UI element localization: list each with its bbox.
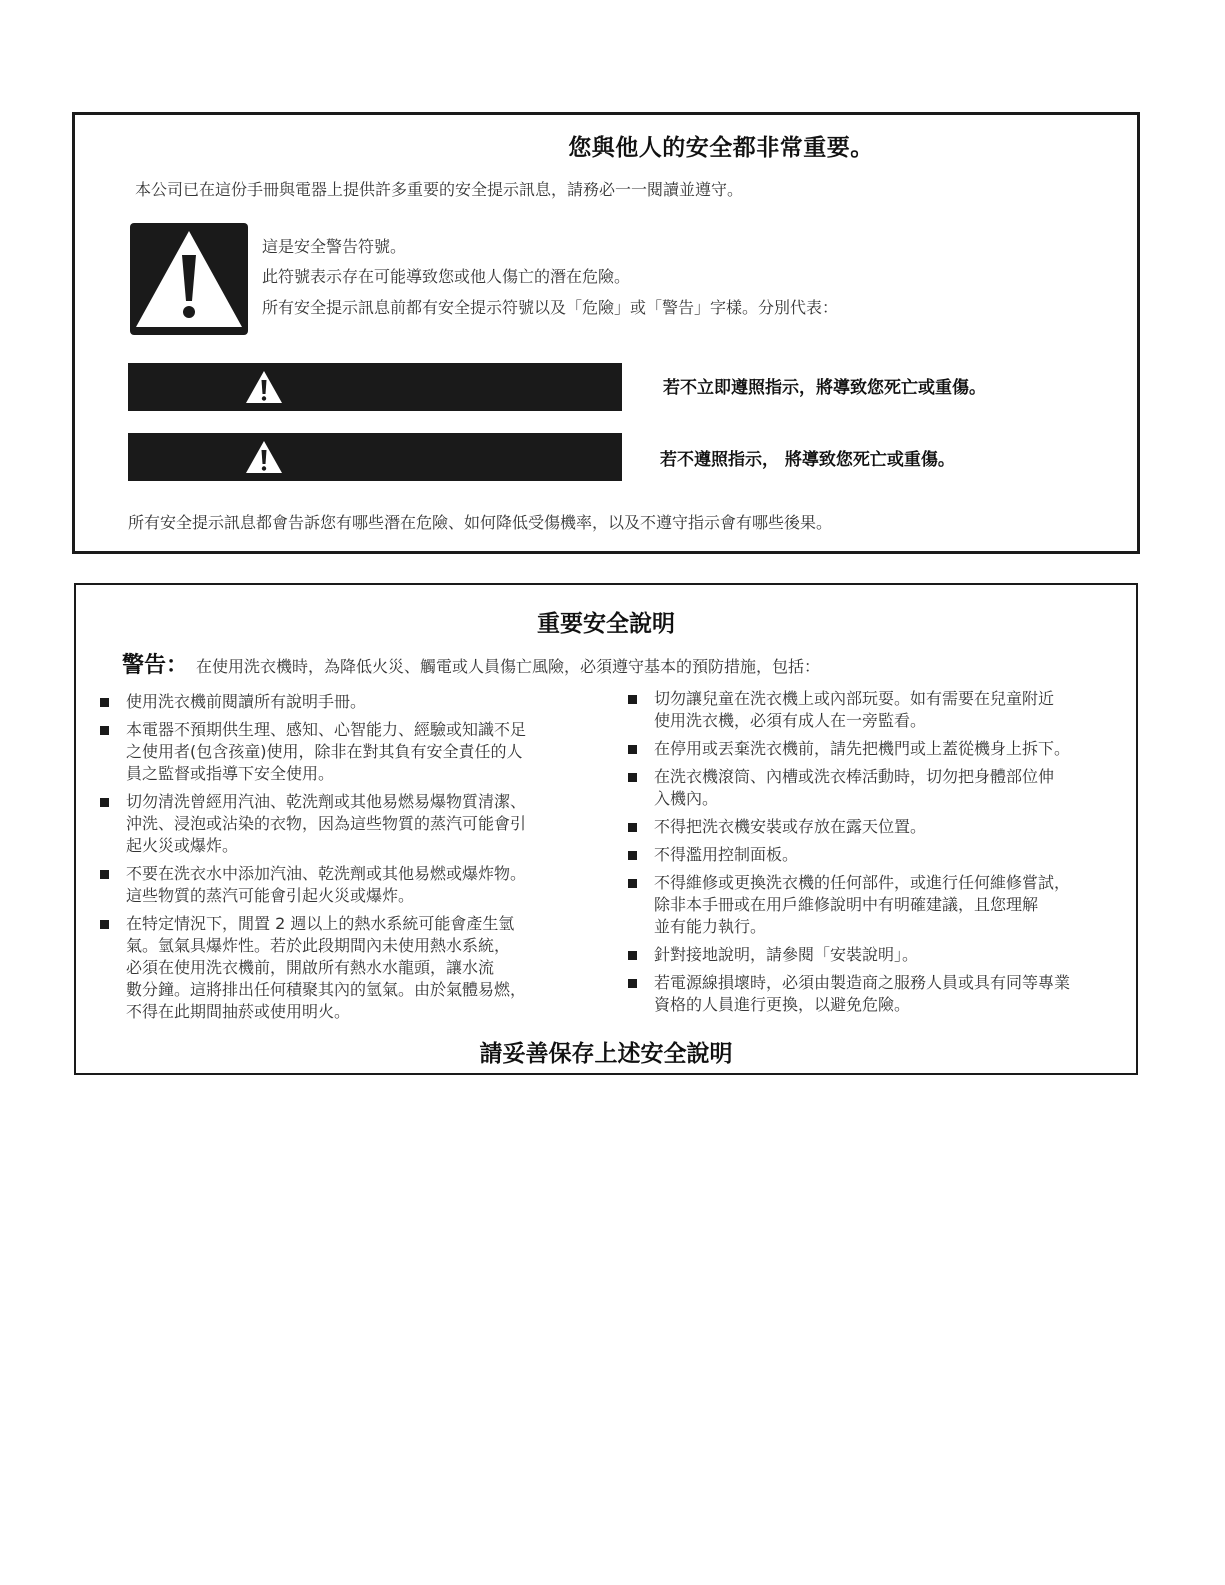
instruction-item <box>624 872 1119 938</box>
safety-alert-symbol-icon <box>130 223 248 335</box>
square-bullet-icon <box>628 951 637 960</box>
warning-description: 若不遵照指示， 將導致您死亡或重傷。 <box>660 450 955 470</box>
square-bullet-icon <box>628 979 637 988</box>
warning-triangle-icon <box>244 439 284 475</box>
square-bullet-icon <box>628 879 637 888</box>
instruction-line: 氣。氫氣具爆炸性。若於此段期間內未使用熱水系統， <box>126 936 511 955</box>
square-bullet-icon <box>628 823 637 832</box>
instruction-item <box>624 844 1119 866</box>
square-bullet-icon <box>628 851 637 860</box>
instruction-line: 入機內。 <box>654 789 719 808</box>
instruction-line: 在特定情況下，閒置 2 週以上的熱水系統可能會產生氫 <box>126 914 515 933</box>
instruction-line: 沖洗、浸泡或沾染的衣物，因為這些物質的蒸汽可能會引 <box>126 814 527 833</box>
square-bullet-icon <box>100 870 109 879</box>
instruction-line: 並有能力執行。 <box>654 917 767 936</box>
instruction-item <box>96 791 576 857</box>
danger-description: 若不立即遵照指示，將導致您死亡或重傷。 <box>663 378 986 398</box>
left-instructions-list <box>96 691 576 1029</box>
instruction-line: 切勿清洗曾經用汽油、乾洗劑或其他易燃易爆物質清潔、 <box>126 792 527 811</box>
instruction-line: 不得在此期間抽菸或使用明火。 <box>126 1002 351 1021</box>
instruction-line: 起火災或爆炸。 <box>126 836 239 855</box>
instruction-item <box>624 766 1119 810</box>
safety-footer: 所有安全提示訊息都會告訴您有哪些潛在危險、如何降低受傷機率，以及不遵守指示會有哪些後果。 <box>128 513 833 532</box>
danger-signal-bar <box>128 363 622 411</box>
right-instructions-list <box>624 688 1119 1022</box>
instruction-item <box>96 691 576 713</box>
warning-statement <box>122 648 820 679</box>
instruction-item <box>624 738 1119 760</box>
instruction-line: 不得濫用控制面板。 <box>654 845 799 864</box>
warning-text: 在使用洗衣機時，為降低火災、觸電或人員傷亡風險，必須遵守基本的預防措施，包括： <box>196 657 821 676</box>
safety-notice-box <box>72 112 1140 554</box>
instruction-line: 數分鐘。這將排出任何積聚其內的氫氣。由於氣體易燃， <box>126 980 527 999</box>
instruction-item <box>96 719 576 785</box>
instruction-item <box>624 688 1119 732</box>
symbol-line-1: 這是安全警告符號。 <box>262 237 407 256</box>
instruction-line: 不要在洗衣水中添加汽油、乾洗劑或其他易燃或爆炸物。 <box>126 864 527 883</box>
danger-warning-triangle-icon <box>244 369 284 405</box>
square-bullet-icon <box>628 695 637 704</box>
instruction-line: 切勿讓兒童在洗衣機上或內部玩耍。如有需要在兒童附近 <box>654 689 1055 708</box>
instruction-item <box>624 816 1119 838</box>
instruction-line: 在洗衣機滾筒、內槽或洗衣棒活動時，切勿把身體部位伸 <box>654 767 1055 786</box>
instruction-line: 本電器不預期供生理、感知、心智能力、經驗或知識不足 <box>126 720 527 739</box>
instruction-line: 不得把洗衣機安裝或存放在露天位置。 <box>654 817 927 836</box>
safety-intro: 本公司已在這份手冊與電器上提供許多重要的安全提示訊息，請務必一一閱讀並遵守。 <box>135 180 744 199</box>
instruction-line: 資格的人員進行更換，以避免危險。 <box>654 995 911 1014</box>
square-bullet-icon <box>100 698 109 707</box>
instruction-line: 員之監督或指導下安全使用。 <box>126 764 335 783</box>
instruction-item <box>624 972 1119 1016</box>
square-bullet-icon <box>628 773 637 782</box>
instruction-item <box>96 863 576 907</box>
symbol-line-3: 所有安全提示訊息前都有安全提示符號以及「危險」或「警告」字樣。分別代表： <box>262 298 839 317</box>
warning-label: 警告： <box>122 653 189 678</box>
square-bullet-icon <box>100 798 109 807</box>
instruction-item <box>624 944 1119 966</box>
instruction-item <box>96 913 576 1023</box>
instruction-line: 針對接地說明，請參閱「安裝說明」。 <box>654 945 919 964</box>
instruction-line: 之使用者(包含孩童)使用，除非在對其負有安全責任的人 <box>126 742 523 761</box>
instruction-line: 這些物質的蒸汽可能會引起火災或爆炸。 <box>126 886 415 905</box>
warning-signal-bar <box>128 433 622 481</box>
instruction-line: 使用洗衣機前閱讀所有說明手冊。 <box>126 692 367 711</box>
square-bullet-icon <box>100 920 109 929</box>
safety-title: 您與他人的安全都非常重要。 <box>568 135 874 161</box>
instruction-line: 除非本手冊或在用戶維修說明中有明確建議，且您理解 <box>654 895 1039 914</box>
symbol-line-2: 此符號表示存在可能導致您或他人傷亡的潛在危險。 <box>262 267 631 286</box>
instruction-line: 必須在使用洗衣機前，開啟所有熱水水龍頭，讓水流 <box>126 958 495 977</box>
instruction-line: 在停用或丟棄洗衣機前，請先把機門或上蓋從機身上拆下。 <box>654 739 1071 758</box>
instruction-line: 若電源線損壞時，必須由製造商之服務人員或具有同等專業 <box>654 973 1071 992</box>
instruction-line: 不得維修或更換洗衣機的任何部件，或進行任何維修嘗試， <box>654 873 1071 892</box>
instructions-title: 重要安全說明 <box>537 611 675 637</box>
square-bullet-icon <box>100 726 109 735</box>
square-bullet-icon <box>628 745 637 754</box>
instruction-line: 使用洗衣機，必須有成人在一旁監看。 <box>654 711 927 730</box>
closing-statement: 請妥善保存上述安全說明 <box>479 1041 733 1067</box>
safety-instructions-box <box>74 583 1138 1075</box>
